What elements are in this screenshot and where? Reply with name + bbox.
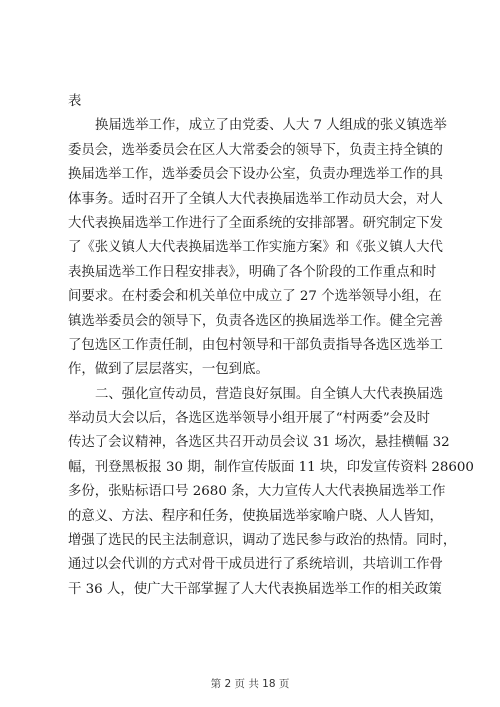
text-line: 的意义、方法、程序和任务，使换届选举家喻户晓、人人皆知， [68,508,443,524]
text-line: 表换届选举工作日程安排表》，明确了各个阶段的工作重点和时 [68,264,437,280]
text-line: 幅，刊登黑板报 30 期，制作宣传版面 11 块，印发宣传资料 28600 [68,459,474,475]
text-line: 换届选举工作，选举委员会下设办公室，负责办理选举工作的具 [68,167,443,183]
text-line: 多份，张贴标语口号 2680 条，大力宣传人大代表换届选举工作 [68,484,446,500]
text-line: 传达了会议精神，各选区共召开动员会议 31 场次，悬挂横幅 32 [68,435,450,451]
page-number-footer: 第 2 页 共 18 页 [210,678,290,690]
text-line: 通过以会代训的方式对骨干成员进行了系统培训，共培训工作骨 [68,557,443,573]
text-line: 镇选举委员会的领导下，负责各选区的换届选举工作。健全完善 [68,313,443,329]
text-line: 大代表换届选举工作进行了全面系统的安排部署。研究制定下发 [68,215,443,231]
text-line: 体事务。适时召开了全镇人大代表换届选举工作动员大会，对人 [68,191,443,207]
text-line: 作，做到了层层落实，一包到底。 [68,362,269,378]
text-line: 增强了选民的民主法制意识，调动了选民参与政治的热情。同时， [68,533,457,549]
text-line: 举动员大会以后，各选区选举领导小组开展了“村两委”会及时 [68,411,430,427]
text-line: 表 [68,94,82,109]
text-line: 干 36 人，使广大干部掌握了人大代表换届选举工作的相关政策 [68,581,442,597]
text-line: 了包选区工作责任制，由包村领导和干部负责指导各选区选举工 [68,337,443,353]
text-line: 间要求。在村委会和机关单位中成立了 27 个选举领导小组，在 [68,289,442,305]
paragraph-start-line: 换届选举工作，成立了由党委、人大 7 人组成的张义镇选举 [95,118,447,134]
document-body [68,90,474,602]
text-line: 委员会，选举委员会在区人大常委会的领导下，负责主持全镇的 [68,142,443,158]
text-line: 了《张义镇人大代表换届选举工作实施方案》和《张义镇人大代 [68,240,443,256]
paragraph-start-line: 二、强化宣传动员，营造良好氛围。自全镇人大代表换届选 [95,386,444,402]
